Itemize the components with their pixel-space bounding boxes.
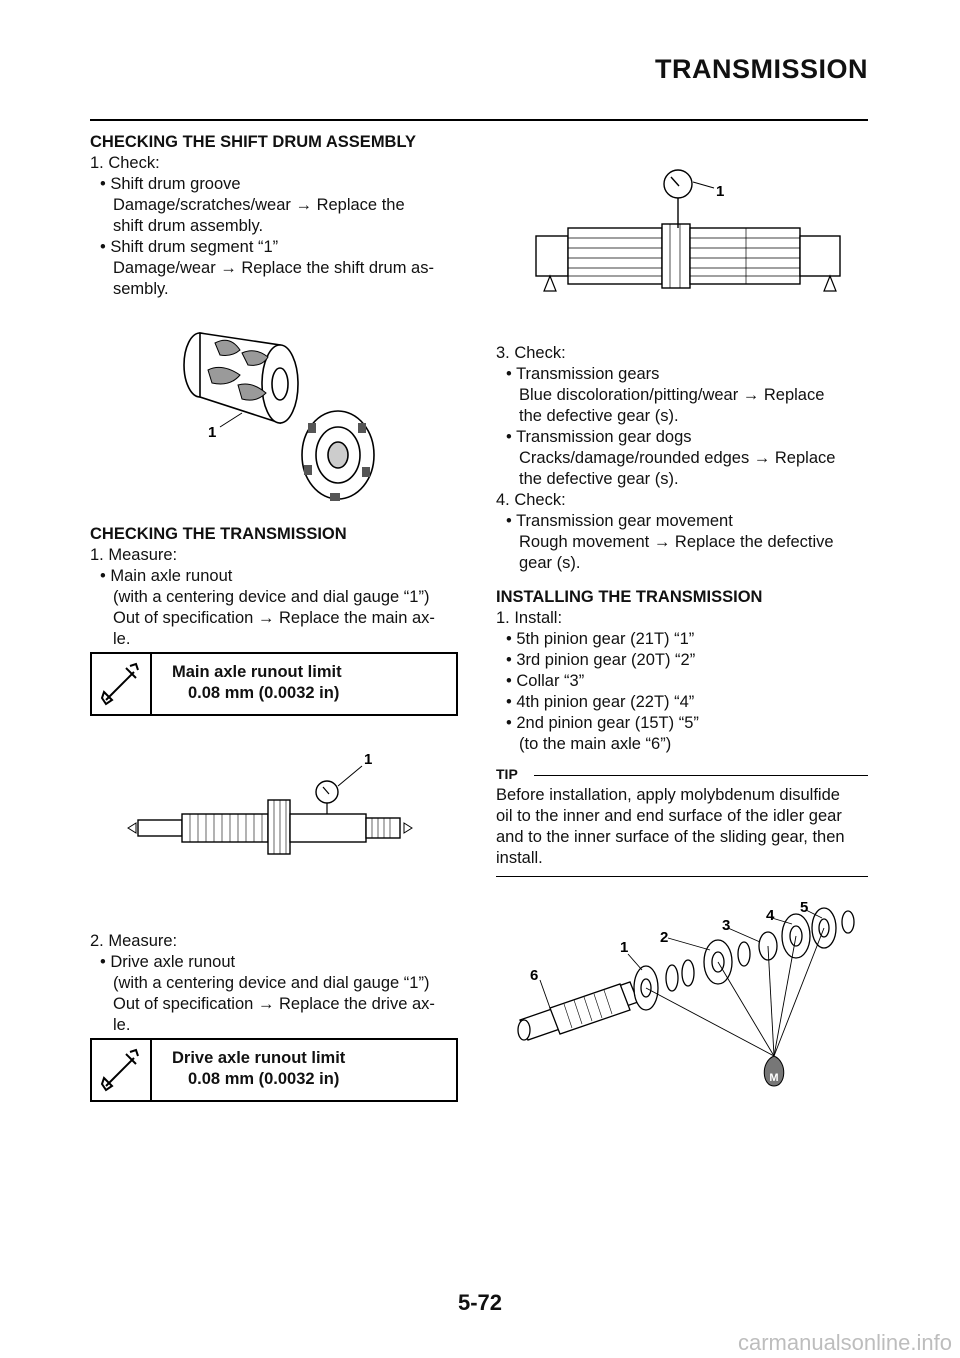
fig4-label-1: 1 [620, 939, 629, 956]
bullet-line: • Shift drum groove [100, 175, 241, 193]
molybdenum-badge: M [769, 1072, 779, 1084]
section-installing [496, 587, 762, 755]
section-check-gears [496, 343, 835, 574]
bullet-line: • 5th pinion gear (21T) “1” [506, 630, 695, 648]
tip-line: oil to the inner and end surface of the idler gear [496, 807, 842, 825]
step-line: 1. Check: [90, 154, 160, 172]
caliper-icon [100, 1048, 142, 1092]
shift-drum-figure [170, 305, 390, 505]
section-heading: CHECKING THE TRANSMISSION [90, 525, 347, 543]
step-line: 1. Install: [496, 609, 563, 627]
section-shift-drum [90, 132, 434, 300]
bullet-line: • Transmission gear dogs [506, 428, 692, 446]
text-line: Rough movement → Replace the defective [519, 533, 834, 551]
text-line: sembly. [113, 280, 169, 298]
text-line: Damage/wear → Replace the shift drum as- [113, 259, 434, 277]
bullet-line: • Collar “3” [506, 672, 585, 690]
text-line: Damage/scratches/wear → Replace the [113, 196, 405, 214]
text-line: shift drum assembly. [113, 217, 264, 235]
text-line: gear (s). [519, 554, 581, 572]
text-line: Cracks/damage/rounded edges → Replace [519, 449, 836, 467]
step-line: 4. Check: [496, 491, 566, 509]
spec-title: Drive axle runout limit [172, 1049, 346, 1067]
spec-box-drive-axle [90, 1038, 458, 1102]
tip-rule-bottom [496, 876, 868, 877]
spec-title: Main axle runout limit [172, 663, 342, 681]
page-number: 5-72 [457, 1290, 503, 1315]
fig4-label-2: 2 [660, 929, 669, 946]
section-heading: INSTALLING THE TRANSMISSION [496, 588, 763, 606]
bullet-line: • 3rd pinion gear (20T) “2” [506, 651, 696, 669]
spec-value: 0.08 mm (0.0032 in) [188, 1070, 340, 1088]
step-line: 1. Measure: [90, 546, 178, 564]
spec-icon-cell [92, 1040, 152, 1100]
spec-icon-cell [92, 654, 152, 714]
header-rule [90, 119, 868, 121]
fig4-label-6: 6 [530, 967, 539, 984]
bullet-line: • 4th pinion gear (22T) “4” [506, 693, 695, 711]
section-drive-axle [90, 931, 435, 1036]
fig1-label: 1 [208, 424, 217, 441]
step-line: 3. Check: [496, 344, 566, 362]
fig2-label: 1 [364, 751, 373, 768]
drive-axle-figure [530, 158, 850, 303]
tip-line: and to the inner surface of the sliding gear, then [496, 828, 845, 846]
text-line: the defective gear (s). [519, 470, 679, 488]
section-heading: CHECKING THE SHIFT DRUM ASSEMBLY [90, 133, 417, 151]
text-line: Blue discoloration/pitting/wear → Replace [519, 386, 825, 404]
fig4-label-4: 4 [766, 907, 775, 924]
main-axle-figure [120, 740, 420, 860]
text-line: (with a centering device and dial gauge “1”) [113, 588, 430, 606]
bullet-line: • Main axle runout [100, 567, 233, 585]
spec-box-main-axle [90, 652, 458, 716]
text-line: le. [113, 1016, 131, 1034]
text-line: (with a centering device and dial gauge “1”) [113, 974, 430, 992]
tip-line: Before installation, apply molybdenum disulfide [496, 786, 840, 804]
bullet-line: • Transmission gears [506, 365, 660, 383]
text-line: (to the main axle “6”) [519, 735, 672, 753]
watermark: carmanualsonline.info [737, 1330, 952, 1355]
bullet-line: • 2nd pinion gear (15T) “5” [506, 714, 699, 732]
bullet-line: • Drive axle runout [100, 953, 236, 971]
bullet-line: • Transmission gear movement [506, 512, 733, 530]
tip-body [496, 785, 845, 869]
page-title: TRANSMISSION [654, 54, 868, 84]
spec-text [172, 1048, 345, 1090]
tip-rule-top [534, 775, 868, 776]
tip-label: TIP [496, 766, 518, 782]
fig3-label: 1 [716, 183, 725, 200]
bullet-line: • Shift drum segment “1” [100, 238, 279, 256]
text-line: le. [113, 630, 131, 648]
text-line: Out of specification → Replace the main ax- [113, 609, 435, 627]
step-line: 2. Measure: [90, 932, 178, 950]
caliper-icon [100, 662, 142, 706]
tip-line: install. [496, 849, 543, 867]
section-checking-transmission [90, 524, 435, 650]
fig4-label-3: 3 [722, 917, 731, 934]
spec-value: 0.08 mm (0.0032 in) [188, 684, 340, 702]
text-line: Out of specification → Replace the drive ax- [113, 995, 435, 1013]
text-line: the defective gear (s). [519, 407, 679, 425]
spec-text [172, 662, 342, 704]
fig4-label-5: 5 [800, 899, 809, 916]
gear-assembly-figure [510, 890, 860, 1090]
